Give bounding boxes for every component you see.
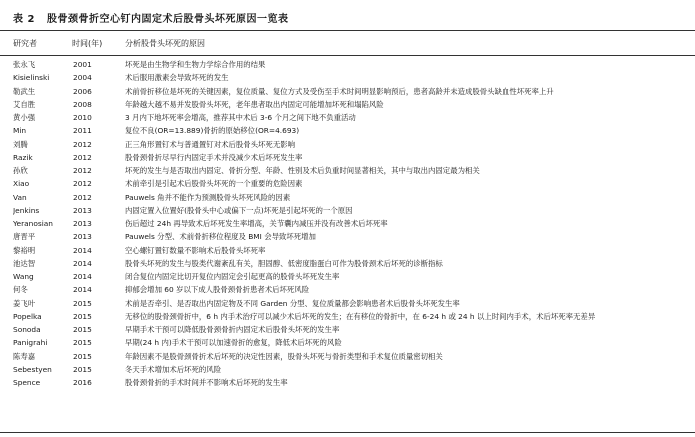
table-row	[0, 376, 695, 389]
researcher-cell: 勒武生	[13, 86, 36, 96]
researcher-cell: 孙欣	[13, 166, 28, 175]
year-cell: 2011	[73, 126, 92, 136]
table-row	[0, 230, 695, 243]
table-row	[0, 191, 695, 204]
researcher-cell: Xiao	[13, 179, 30, 189]
year-cell: 2012	[73, 139, 92, 149]
researcher-cell: 唐晋平	[13, 232, 36, 242]
researcher-cell: 陈寿嘉	[13, 351, 36, 361]
table-row	[0, 270, 695, 283]
reason-cell: 空心螺钉置钉数量不影响术后股骨头坏死率	[125, 245, 266, 255]
table-row	[0, 217, 695, 230]
table-row	[0, 164, 695, 177]
reason-cell: 内固定置入位置好(股骨头中心或偏下一点)坏死是引起坏死的一个原因	[125, 205, 353, 215]
table-row	[0, 350, 695, 363]
researcher-cell: Sonoda	[13, 325, 41, 334]
year-cell: 2012	[73, 166, 92, 175]
researcher-cell: Panigrahi	[13, 338, 48, 348]
reason-cell: 无移位的股骨颈骨折中，6 h 内手术治疗可以减少术后坏死的发生；在有移位的骨折中，在 6-24 h 或 24 h 以上时间内手术，术后坏死率无差异	[125, 311, 596, 321]
year-cell: 2014	[73, 258, 92, 268]
table-row	[0, 111, 695, 124]
year-cell: 2014	[73, 245, 92, 255]
reason-cell: Pauwels 角并不能作为预测股骨头坏死风险的因素	[125, 192, 291, 202]
table-row	[0, 336, 695, 349]
researcher-cell: Kisielinski	[13, 73, 50, 83]
table-row	[0, 138, 695, 151]
reason-cell: 复位不良(OR=13.889)骨折的原始移位(OR=4.693)	[125, 126, 300, 136]
year-cell: 2013	[73, 232, 92, 242]
researcher-cell: Razik	[13, 152, 33, 162]
header-researcher: 研究者	[13, 39, 37, 48]
year-cell: 2015	[73, 298, 92, 308]
table-top-rule	[0, 30, 695, 31]
reason-cell: 3 月内下地坏死率会增高，推荐其中术后 3-6 个月之间下地不负重活动	[125, 113, 356, 122]
year-cell: 2012	[73, 152, 92, 162]
researcher-cell: 池达智	[13, 258, 36, 268]
table-row	[0, 58, 695, 71]
reason-cell: 股骨头坏死的发生与股类代谢紊乱有关，胆固醇、低密度脂蛋白可作为股骨颈术后坏死的诊断指标	[125, 258, 443, 268]
reason-cell: 闭合复位内固定比切开复位内固定会引起更高的股骨头坏死发生率	[125, 272, 340, 281]
year-cell: 2008	[73, 99, 92, 109]
table-row	[0, 177, 695, 190]
year-cell: 2015	[73, 311, 92, 321]
year-cell: 2014	[73, 285, 92, 295]
table-row	[0, 85, 695, 98]
year-cell: 2010	[73, 113, 92, 122]
table-row	[0, 283, 695, 296]
year-cell: 2012	[73, 192, 92, 202]
reason-cell: 伤后超过 24h 再导致术后坏死发生率增高，关节囊内减压并没有改善术后坏死率	[125, 219, 388, 228]
reason-cell: 年龄越大越不易并发股骨头坏死，老年患者取出内固定可能增加坏死和塌陷风险	[125, 99, 384, 109]
header-reason: 分析股骨头坏死的原因	[125, 39, 205, 48]
table-row	[0, 204, 695, 217]
reason-cell: 股骨颈骨折的手术时间并不影响术后坏死的发生率	[125, 378, 288, 387]
reason-cell: 早期手术干预可以降低股骨颈骨折内固定术后股骨头坏死的发生率	[125, 325, 340, 334]
table-row	[0, 244, 695, 257]
researcher-cell: Sebestyen	[13, 364, 52, 374]
year-cell: 2006	[73, 86, 92, 96]
reason-cell: 术前骨折移位是坏死的关键因素，复位质量、复位方式及受伤至手术时间明显影响预后，患者高龄并未造成股骨头缺血性坏死率上升	[125, 86, 554, 96]
reason-cell: 术后服用激素会导致坏死的发生	[125, 73, 229, 83]
table-bottom-rule	[0, 432, 695, 433]
researcher-cell: 黎裕明	[13, 245, 36, 255]
table-caption	[13, 10, 288, 25]
reason-cell: 坏死的发生与是否取出内固定、骨折分型、年龄、性别及术后负重时间显著相关，其中与取出内固定最为相关	[125, 166, 480, 175]
table-row	[0, 297, 695, 310]
reason-cell: 抑郁会增加 60 岁以下成人股骨颈骨折患者术后坏死风险	[125, 285, 310, 295]
year-cell: 2015	[73, 351, 92, 361]
researcher-cell: 刘腾	[13, 139, 28, 149]
researcher-cell: Yeranosian	[13, 219, 53, 228]
reason-cell: Pauwels 分型、术前骨折移位程度及 BMI 会导致坏死增加	[125, 232, 316, 242]
year-cell: 2015	[73, 325, 92, 334]
table-row	[0, 257, 695, 270]
year-cell: 2015	[73, 364, 92, 374]
researcher-cell: 何冬	[13, 285, 28, 295]
table-row	[0, 310, 695, 323]
header-year: 时间(年)	[72, 39, 103, 48]
table-row	[0, 124, 695, 137]
researcher-cell: Van	[13, 192, 27, 202]
table-caption-number: 表 2	[13, 14, 35, 25]
reason-cell: 术前牵引是引起术后股骨头坏死的一个重要的危险因素	[125, 179, 303, 189]
table-row	[0, 98, 695, 111]
researcher-cell: 艾自胜	[13, 99, 36, 109]
researcher-cell: 张永飞	[13, 60, 36, 69]
reason-cell: 年龄因素不是股骨颈骨折术后坏死的决定性因素，股骨头坏死与骨折类型和手术复位质量密切相关	[125, 351, 443, 361]
year-cell: 2001	[73, 60, 92, 69]
year-cell: 2014	[73, 272, 92, 281]
table-header-rule	[0, 55, 695, 56]
year-cell: 2016	[73, 378, 92, 387]
year-cell: 2013	[73, 205, 92, 215]
year-cell: 2012	[73, 179, 92, 189]
year-cell: 2004	[73, 73, 92, 83]
reason-cell: 坏死是由生物学和生物力学综合作用的结果	[125, 60, 266, 69]
table-caption-title: 股骨颈骨折空心钉内固定术后股骨头坏死原因一览表	[46, 14, 289, 25]
researcher-cell: Jenkins	[13, 205, 40, 215]
year-cell: 2015	[73, 338, 92, 348]
reason-cell: 股骨颈骨折尽早行内固定手术并没减少术后坏死发生率	[125, 152, 303, 162]
researcher-cell: Popelka	[13, 311, 42, 321]
table-row	[0, 71, 695, 84]
table-row	[0, 323, 695, 336]
table-header-row	[0, 37, 695, 50]
reason-cell: 正三角形置钉术与普通置钉对术后股骨头坏死无影响	[125, 139, 295, 149]
table-row	[0, 363, 695, 376]
reason-cell: 早期(24 h 内)手术干预可以加速骨折的愈复，降低术后坏死的风险	[125, 338, 342, 348]
table-row	[0, 151, 695, 164]
researcher-cell: 黄小强	[13, 113, 36, 122]
reason-cell: 冬天手术增加术后坏死的风险	[125, 364, 222, 374]
researcher-cell: Min	[13, 126, 27, 136]
reason-cell: 术前是否牵引、是否取出内固定物及不同 Garden 分型、复位质量都会影响患者术后股骨头坏死发生率	[125, 298, 460, 308]
researcher-cell: Wang	[13, 272, 34, 281]
researcher-cell: 姜飞叶	[13, 298, 36, 308]
researcher-cell: Spence	[13, 378, 41, 387]
year-cell: 2013	[73, 219, 92, 228]
